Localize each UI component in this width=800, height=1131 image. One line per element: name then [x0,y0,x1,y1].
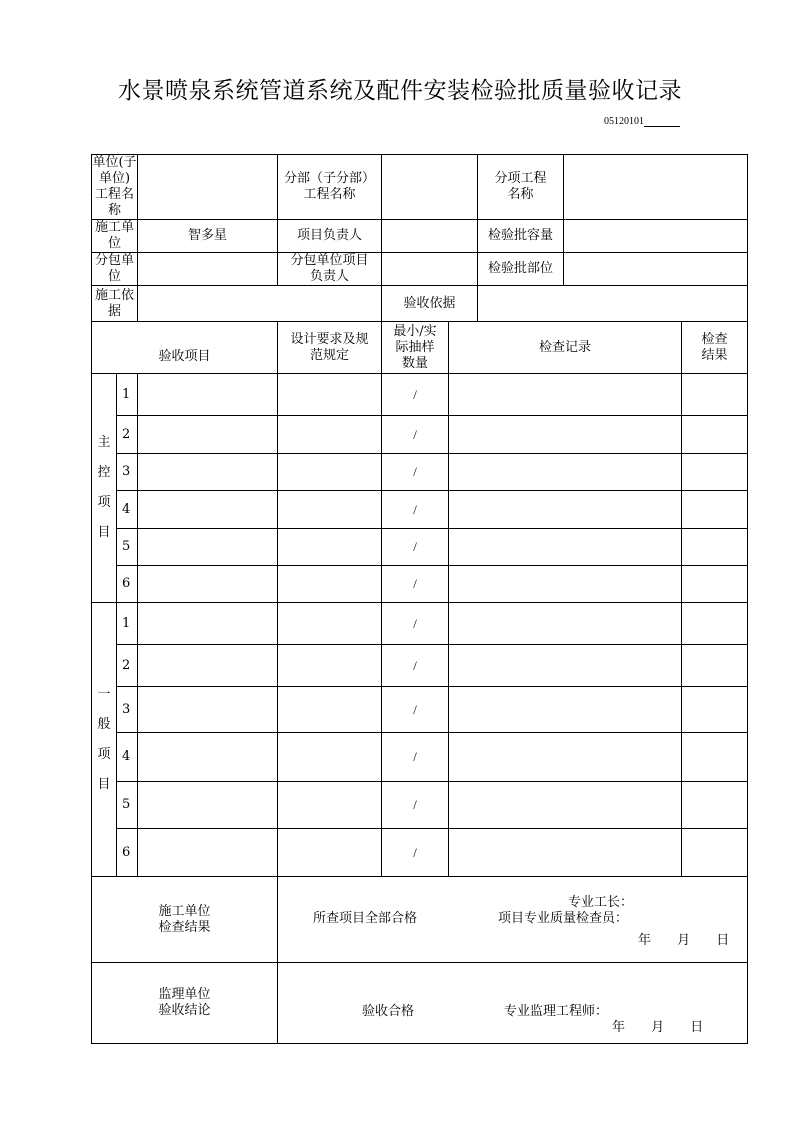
result-cell[interactable] [682,491,748,529]
result-cell[interactable] [682,829,748,877]
form-code-number: 05120101 [604,116,644,127]
row-number: 1 [117,374,138,416]
unit-project-name-label: 单位(子单位) 工程名称 [92,155,137,218]
design-cell[interactable] [278,454,382,491]
design-cell[interactable] [278,603,382,645]
sub-division-name-value[interactable] [382,155,478,220]
quality-inspector-label: 项目专业质量检查员： [498,911,629,926]
item-cell[interactable] [138,829,278,877]
sample-cell[interactable]: / [382,687,449,733]
item-cell[interactable] [138,566,278,603]
sub-item-name-value[interactable] [564,155,748,220]
row-number: 2 [117,645,138,687]
supervision-conclusion: 验收合格 [362,1004,415,1019]
item-cell[interactable] [138,416,278,454]
record-cell[interactable] [449,687,682,733]
item-cell[interactable] [138,782,278,829]
form-code [604,116,680,127]
sample-cell[interactable]: / [382,829,449,877]
unit-project-name-value[interactable] [138,155,278,220]
sample-cell[interactable]: / [382,782,449,829]
result-cell[interactable] [682,687,748,733]
row-number: 4 [117,733,138,782]
row-number: 6 [117,829,138,877]
construction-check-result: 所查项目全部合格 [313,911,418,926]
table-row [92,829,748,877]
supervision-date: 年 月 日 [612,1020,704,1035]
sub-division-name-label: 分部（子分部） 工程名称 [278,155,382,220]
batch-part-label: 检验批部位 [478,253,564,286]
col-header-design: 设计要求及规 范规定 [278,322,382,374]
record-cell[interactable] [449,782,682,829]
table-row [92,733,748,782]
construction-basis-value[interactable] [138,286,382,322]
row-number: 5 [117,529,138,566]
result-cell[interactable] [682,566,748,603]
design-cell[interactable] [278,416,382,454]
record-cell[interactable] [449,454,682,491]
record-cell[interactable] [449,416,682,454]
sample-cell[interactable]: / [382,603,449,645]
table-row [92,603,748,645]
result-cell[interactable] [682,603,748,645]
record-cell[interactable] [449,491,682,529]
project-lead-label: 项目负责人 [278,220,382,253]
supervision-area[interactable] [278,963,748,1044]
sample-cell[interactable]: / [382,491,449,529]
design-cell[interactable] [278,782,382,829]
page-title: 水景喷泉系统管道系统及配件安装检验批质量验收记录 [118,78,682,104]
general-items-label: 一 般 项 目 [92,603,117,877]
construction-check-date: 年 月 日 [638,933,730,948]
record-cell[interactable] [449,374,682,416]
supervising-engineer-label: 专业监理工程师： [504,1004,609,1019]
item-cell[interactable] [138,374,278,416]
batch-capacity-value[interactable] [564,220,748,253]
item-cell[interactable] [138,529,278,566]
design-cell[interactable] [278,687,382,733]
item-cell[interactable] [138,645,278,687]
subcontract-unit-label: 分包单位 [92,253,138,286]
subcontract-unit-value[interactable] [138,253,278,286]
batch-capacity-label: 检验批容量 [478,220,564,253]
record-cell[interactable] [449,566,682,603]
main-control-label: 主 控 项 目 [92,374,117,603]
design-cell[interactable] [278,645,382,687]
subcontract-lead-value[interactable] [382,253,478,286]
table-row [92,687,748,733]
sample-cell[interactable]: / [382,566,449,603]
form-code-blank[interactable] [644,116,680,127]
result-cell[interactable] [682,782,748,829]
result-cell[interactable] [682,645,748,687]
acceptance-basis-value[interactable] [478,286,748,322]
col-header-result: 检查 结果 [682,322,748,374]
supervision-label: 监理单位 验收结论 [92,963,278,1044]
sample-cell[interactable]: / [382,416,449,454]
col-header-sample: 最小/实 际抽样 数量 [382,322,449,374]
design-cell[interactable] [278,529,382,566]
construction-unit-value[interactable]: 智多星 [138,220,278,253]
item-cell[interactable] [138,491,278,529]
record-cell[interactable] [449,733,682,782]
design-cell[interactable] [278,733,382,782]
construction-check-label: 施工单位 检查结果 [92,877,278,963]
sample-cell[interactable]: / [382,374,449,416]
record-cell[interactable] [449,829,682,877]
result-cell[interactable] [682,529,748,566]
construction-basis-label: 施工依据 [92,286,138,322]
design-cell[interactable] [278,491,382,529]
sample-cell[interactable]: / [382,529,449,566]
row-number: 3 [117,454,138,491]
row-number: 4 [117,491,138,529]
design-cell[interactable] [278,566,382,603]
table-row [92,782,748,829]
row-number: 3 [117,687,138,733]
table-row [92,374,748,416]
sample-cell[interactable]: / [382,733,449,782]
item-cell[interactable] [138,687,278,733]
row-number: 6 [117,566,138,603]
table-row [92,491,748,529]
sample-cell[interactable]: / [382,645,449,687]
row-number: 5 [117,782,138,829]
table-row [92,645,748,687]
result-cell[interactable] [682,416,748,454]
row-number: 1 [117,603,138,645]
table-row [92,416,748,454]
design-cell[interactable] [278,374,382,416]
subcontract-lead-label: 分包单位项目 负责人 [278,253,382,286]
inspection-form-table [91,154,748,1044]
col-header-record: 检查记录 [449,322,682,374]
table-row [92,454,748,491]
foreman-label: 专业工长： [568,895,634,910]
acceptance-basis-label: 验收依据 [382,286,478,322]
result-cell[interactable] [682,733,748,782]
batch-part-value[interactable] [564,253,748,286]
table-row [92,529,748,566]
col-header-item: 验收项目 [92,322,278,374]
project-lead-value[interactable] [382,220,478,253]
record-cell[interactable] [449,529,682,566]
record-cell[interactable] [449,603,682,645]
construction-check-area[interactable] [278,877,748,963]
item-cell[interactable] [138,454,278,491]
sub-item-name-label: 分项工程 名称 [478,155,564,220]
row-number: 2 [117,416,138,454]
table-row [92,566,748,603]
record-cell[interactable] [449,645,682,687]
result-cell[interactable] [682,454,748,491]
sample-cell[interactable]: / [382,454,449,491]
item-cell[interactable] [138,733,278,782]
design-cell[interactable] [278,829,382,877]
item-cell[interactable] [138,603,278,645]
result-cell[interactable] [682,374,748,416]
construction-unit-label: 施工单位 [92,220,138,253]
